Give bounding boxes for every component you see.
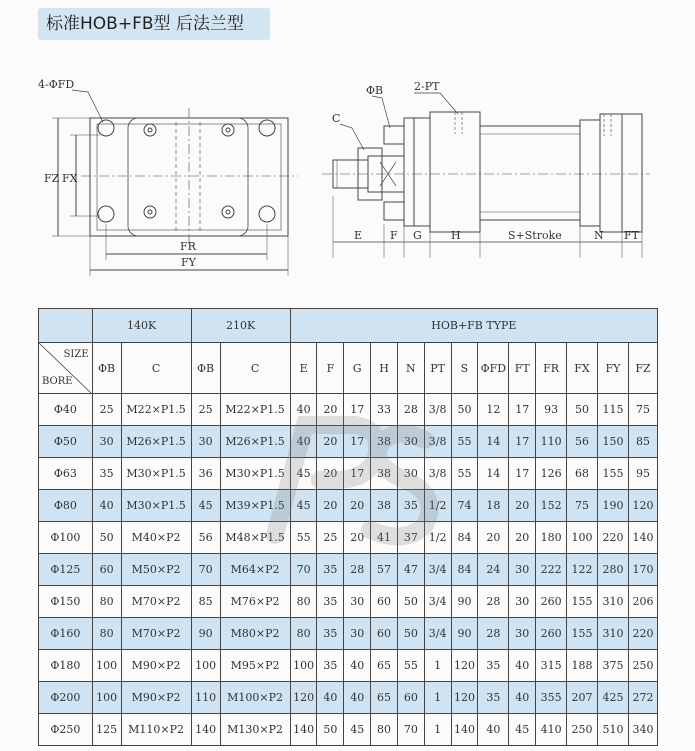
table-cell: 3/4 (424, 586, 451, 618)
table-cell: 1/2 (424, 490, 451, 522)
table-cell: 30 (344, 586, 371, 618)
fy-label: FY (181, 256, 196, 269)
table-cell: 30 (509, 554, 536, 586)
table-cell: M110×P2 (121, 714, 191, 746)
table-cell: 140 (191, 714, 220, 746)
table-cell: 90 (451, 618, 478, 650)
table-cell: 60 (371, 586, 398, 618)
table-cell: 35 (397, 490, 424, 522)
table-cell: 75 (628, 394, 657, 426)
c-label: C (332, 112, 341, 125)
table-cell: 24 (478, 554, 509, 586)
table-cell: 65 (371, 682, 398, 714)
table-cell: 55 (451, 458, 478, 490)
column-header: FZ (628, 343, 657, 394)
bore-cell: Φ160 (39, 618, 93, 650)
table-cell: 65 (371, 650, 398, 682)
table-cell: 56 (191, 522, 220, 554)
table-cell: 190 (597, 490, 628, 522)
table-row (39, 394, 658, 426)
table-row (39, 458, 658, 490)
column-header: FX (567, 343, 598, 394)
bore-cell: Φ125 (39, 554, 93, 586)
table-cell: 80 (290, 586, 317, 618)
stroke-label: S+Stroke (508, 229, 562, 242)
table-cell: 222 (536, 554, 567, 586)
group-header-type: HOB+FB TYPE (290, 309, 657, 343)
bore-label: BORE (42, 376, 73, 387)
table-cell: 80 (92, 618, 121, 650)
table-cell: 310 (597, 586, 628, 618)
table-cell: 40 (478, 714, 509, 746)
table-cell: 20 (317, 394, 344, 426)
table-cell: 20 (509, 490, 536, 522)
table-row (39, 554, 658, 586)
table-cell: 272 (628, 682, 657, 714)
table-cell: 50 (567, 394, 598, 426)
table-cell: 20 (317, 426, 344, 458)
table-cell: 140 (290, 714, 317, 746)
table-cell: 1 (424, 650, 451, 682)
f-label: F (390, 229, 398, 242)
table-cell: M100×P2 (220, 682, 290, 714)
table-cell: 30 (397, 458, 424, 490)
table-cell: 140 (628, 522, 657, 554)
table-cell: 1 (424, 714, 451, 746)
column-header: ΦB (191, 343, 220, 394)
table-cell: 28 (478, 586, 509, 618)
table-row (39, 586, 658, 618)
table-cell: 20 (344, 522, 371, 554)
table-cell: 115 (597, 394, 628, 426)
table-cell: 20 (509, 522, 536, 554)
table-cell: M30×P1.5 (121, 458, 191, 490)
table-cell: 12 (478, 394, 509, 426)
table-cell: 55 (397, 650, 424, 682)
table-cell: 100 (290, 650, 317, 682)
table-cell: 180 (536, 522, 567, 554)
table-cell: M130×P2 (220, 714, 290, 746)
table-cell: 100 (92, 650, 121, 682)
table-cell: 84 (451, 554, 478, 586)
table-cell: 47 (397, 554, 424, 586)
table-cell: 28 (478, 618, 509, 650)
table-cell: M50×P2 (121, 554, 191, 586)
table-cell: 35 (317, 554, 344, 586)
table-cell: M26×P1.5 (220, 426, 290, 458)
bore-cell: Φ50 (39, 426, 93, 458)
n-label: N (594, 229, 604, 242)
table-cell: 340 (628, 714, 657, 746)
table-cell: M95×P2 (220, 650, 290, 682)
table-cell: 40 (509, 650, 536, 682)
table-cell: 220 (597, 522, 628, 554)
table-cell: 35 (92, 458, 121, 490)
table-cell: 50 (451, 394, 478, 426)
table-cell: 3/4 (424, 554, 451, 586)
column-header: N (397, 343, 424, 394)
bore-cell: Φ40 (39, 394, 93, 426)
table-cell: 17 (344, 458, 371, 490)
table-cell: 40 (509, 682, 536, 714)
flange-hole (259, 120, 275, 136)
table-cell: 55 (290, 522, 317, 554)
table-cell: 90 (191, 618, 220, 650)
table-cell: 37 (397, 522, 424, 554)
table-cell: 85 (628, 426, 657, 458)
column-header: ΦB (92, 343, 121, 394)
table-cell: M39×P1.5 (220, 490, 290, 522)
table-cell: 28 (397, 394, 424, 426)
fr-label: FR (180, 240, 196, 253)
table-cell: 18 (478, 490, 509, 522)
table-row (39, 714, 658, 746)
column-header: ΦFD (478, 343, 509, 394)
table-row (39, 522, 658, 554)
table-cell: 140 (451, 714, 478, 746)
table-cell: 41 (371, 522, 398, 554)
table-cell: 355 (536, 682, 567, 714)
table-cell: M70×P2 (121, 586, 191, 618)
table-cell: M48×P1.5 (220, 522, 290, 554)
table-cell: 30 (344, 618, 371, 650)
table-cell: 20 (317, 458, 344, 490)
table-cell: 170 (628, 554, 657, 586)
b-label: ΦB (366, 84, 384, 97)
group-header-140k: 140K (92, 309, 191, 343)
table-cell: 100 (191, 650, 220, 682)
table-cell: 152 (536, 490, 567, 522)
e-label: E (354, 229, 363, 242)
table-cell: M90×P2 (121, 650, 191, 682)
size-bore-cell (39, 343, 93, 394)
bore-cell: Φ63 (39, 458, 93, 490)
table-cell: 110 (191, 682, 220, 714)
table-cell: 20 (478, 522, 509, 554)
table-cell: 3/8 (424, 458, 451, 490)
technical-drawing (0, 0, 695, 300)
table-cell: 30 (397, 426, 424, 458)
table-cell: 25 (92, 394, 121, 426)
table-cell: 28 (344, 554, 371, 586)
table-cell: 45 (290, 458, 317, 490)
flange-hole (259, 206, 275, 222)
table-cell: M26×P1.5 (121, 426, 191, 458)
column-header: F (317, 343, 344, 394)
table-cell: 17 (344, 426, 371, 458)
table-cell: 206 (628, 586, 657, 618)
table-cell: 120 (628, 490, 657, 522)
column-header: S (451, 343, 478, 394)
table-cell: 35 (317, 650, 344, 682)
table-cell: 20 (317, 490, 344, 522)
fd-label: 4-ΦFD (38, 78, 75, 91)
table-cell: 38 (371, 458, 398, 490)
column-header: C (220, 343, 290, 394)
spec-table (38, 308, 658, 746)
table-cell: 120 (290, 682, 317, 714)
table-cell: 45 (290, 490, 317, 522)
table-cell: 33 (371, 394, 398, 426)
table-group-header-row (39, 309, 658, 343)
table-cell: 40 (92, 490, 121, 522)
table-cell: M22×P1.5 (220, 394, 290, 426)
table-cell: 50 (317, 714, 344, 746)
table-cell: 425 (597, 682, 628, 714)
table-cell: M22×P1.5 (121, 394, 191, 426)
table-cell: 125 (92, 714, 121, 746)
table-cell: M90×P2 (121, 682, 191, 714)
table-cell: 17 (344, 394, 371, 426)
table-cell: 410 (536, 714, 567, 746)
corner-cell (39, 309, 93, 343)
table-cell: 25 (191, 394, 220, 426)
table-cell: 17 (509, 394, 536, 426)
table-cell: 45 (191, 490, 220, 522)
table-cell: 70 (290, 554, 317, 586)
table-cell: 40 (290, 394, 317, 426)
table-cell: 70 (191, 554, 220, 586)
ft-label: FT (624, 229, 639, 242)
table-cell: 3/4 (424, 618, 451, 650)
table-cell: 60 (397, 682, 424, 714)
spec-table-body (39, 394, 658, 746)
table-cell: 40 (317, 682, 344, 714)
table-cell: 30 (191, 426, 220, 458)
table-cell: 36 (191, 458, 220, 490)
table-cell: 70 (397, 714, 424, 746)
page-title: 标准HOB+FB型 后法兰型 (38, 8, 270, 40)
table-cell: 250 (567, 714, 598, 746)
fz-label: FZ (44, 172, 60, 185)
column-header: G (344, 343, 371, 394)
table-cell: 280 (597, 554, 628, 586)
flange-hole (98, 120, 114, 136)
table-cell: 1 (424, 682, 451, 714)
table-cell: M40×P2 (121, 522, 191, 554)
fx-label: FX (62, 172, 78, 185)
table-cell: 3/8 (424, 426, 451, 458)
column-header: H (371, 343, 398, 394)
g-label: G (413, 229, 422, 242)
column-header: C (121, 343, 191, 394)
table-cell: 45 (509, 714, 536, 746)
table-cell: 110 (536, 426, 567, 458)
bore-cell: Φ180 (39, 650, 93, 682)
column-header: E (290, 343, 317, 394)
table-row (39, 682, 658, 714)
column-header: FT (509, 343, 536, 394)
cylinder-tube (480, 126, 580, 220)
table-cell: 126 (536, 458, 567, 490)
table-cell: 93 (536, 394, 567, 426)
table-cell: M30×P1.5 (121, 490, 191, 522)
table-cell: 60 (371, 618, 398, 650)
table-cell: 100 (92, 682, 121, 714)
table-cell: 35 (478, 650, 509, 682)
table-cell: 250 (628, 650, 657, 682)
bore-cell: Φ80 (39, 490, 93, 522)
bore-cell: Φ250 (39, 714, 93, 746)
table-cell: M76×P2 (220, 586, 290, 618)
table-cell: 60 (92, 554, 121, 586)
table-cell: M70×P2 (121, 618, 191, 650)
table-row (39, 618, 658, 650)
table-cell: 1/2 (424, 522, 451, 554)
table-cell: 50 (397, 586, 424, 618)
table-cell: 155 (597, 458, 628, 490)
table-cell: 510 (597, 714, 628, 746)
size-label: SIZE (63, 349, 89, 360)
table-cell: 56 (567, 426, 598, 458)
table-cell: 40 (290, 426, 317, 458)
table-cell: 84 (451, 522, 478, 554)
table-cell: 80 (371, 714, 398, 746)
table-cell: 17 (509, 458, 536, 490)
bore-cell: Φ200 (39, 682, 93, 714)
table-cell: 50 (397, 618, 424, 650)
table-cell: 220 (628, 618, 657, 650)
table-cell: 310 (597, 618, 628, 650)
table-row (39, 426, 658, 458)
table-cell: 122 (567, 554, 598, 586)
table-cell: 35 (317, 586, 344, 618)
table-row (39, 490, 658, 522)
table-cell: 55 (451, 426, 478, 458)
flange-hole (98, 206, 114, 222)
table-cell: 74 (451, 490, 478, 522)
table-cell: 20 (344, 490, 371, 522)
pt-label: 2-PT (414, 80, 440, 93)
table-cell: 38 (371, 490, 398, 522)
table-column-header-row (39, 343, 658, 394)
table-cell: 90 (451, 586, 478, 618)
column-header: FR (536, 343, 567, 394)
table-cell: M64×P2 (220, 554, 290, 586)
table-cell: 150 (597, 426, 628, 458)
table-cell: 45 (344, 714, 371, 746)
column-header: FY (597, 343, 628, 394)
table-cell: 14 (478, 458, 509, 490)
table-cell: 50 (92, 522, 121, 554)
table-cell: 260 (536, 618, 567, 650)
table-cell: 188 (567, 650, 598, 682)
table-cell: 17 (509, 426, 536, 458)
table-cell: 30 (92, 426, 121, 458)
column-header: PT (424, 343, 451, 394)
table-cell: 80 (290, 618, 317, 650)
table-cell: 375 (597, 650, 628, 682)
table-cell: 25 (317, 522, 344, 554)
table-cell: M30×P1.5 (220, 458, 290, 490)
table-cell: 14 (478, 426, 509, 458)
h-label: H (451, 229, 461, 242)
table-cell: 68 (567, 458, 598, 490)
table-cell: 120 (451, 682, 478, 714)
bore-cell: Φ100 (39, 522, 93, 554)
table-cell: 3/8 (424, 394, 451, 426)
bore-cell: Φ150 (39, 586, 93, 618)
table-cell: 30 (509, 618, 536, 650)
table-cell: 207 (567, 682, 598, 714)
table-cell: 155 (567, 618, 598, 650)
table-cell: 30 (509, 586, 536, 618)
table-cell: 315 (536, 650, 567, 682)
table-cell: 40 (344, 682, 371, 714)
table-cell: 85 (191, 586, 220, 618)
table-cell: 100 (567, 522, 598, 554)
table-cell: 57 (371, 554, 398, 586)
table-cell: 260 (536, 586, 567, 618)
table-cell: M80×P2 (220, 618, 290, 650)
table-cell: 75 (567, 490, 598, 522)
table-row (39, 650, 658, 682)
table-cell: 40 (344, 650, 371, 682)
table-cell: 155 (567, 586, 598, 618)
group-header-210k: 210K (191, 309, 290, 343)
table-cell: 120 (451, 650, 478, 682)
table-cell: 35 (478, 682, 509, 714)
table-cell: 80 (92, 586, 121, 618)
table-cell: 38 (371, 426, 398, 458)
table-cell: 35 (317, 618, 344, 650)
table-cell: 95 (628, 458, 657, 490)
